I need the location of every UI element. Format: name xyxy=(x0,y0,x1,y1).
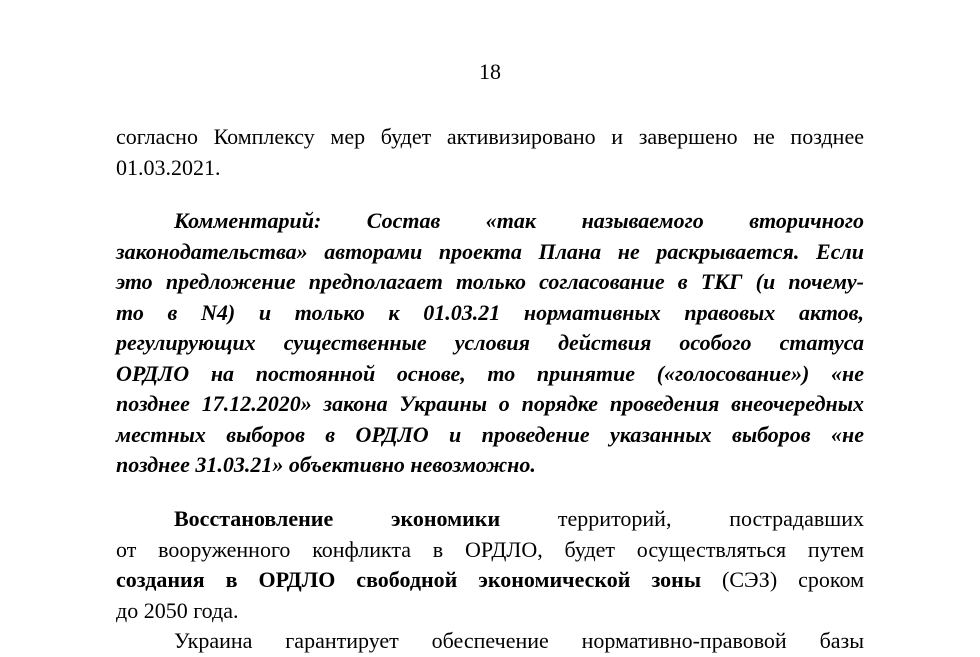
text-line: регулирующих существенные условия действия особого статуса xyxy=(116,330,864,355)
text-line: ОРДЛО на постоянной основе, то принятие («голосование») «не xyxy=(116,360,864,386)
text-line xyxy=(116,565,864,596)
text-line: от вооруженного конфликта в ОРДЛО, будет осуществляться путем xyxy=(116,536,864,562)
text-line: законодательства» авторами проекта Плана не раскрывается. Если xyxy=(116,238,864,264)
text-line: Украина гарантирует обеспечение нормативно-правовой базы xyxy=(174,628,864,653)
paragraph-agreement xyxy=(116,122,864,183)
text-line xyxy=(116,504,864,535)
economy-paragraph xyxy=(116,504,864,657)
text-line: местных выборов в ОРДЛО и проведение указанных выборов «не xyxy=(116,421,864,447)
text-line: до 2050 года. xyxy=(116,597,239,623)
text-fragment: территорий, пострадавших xyxy=(500,506,864,531)
bold-phrase: создания в ОРДЛО свободной экономической зоны xyxy=(116,567,702,592)
text-line: 01.03.2021. xyxy=(116,154,221,180)
comment-paragraph xyxy=(116,206,864,481)
page-number: 18 xyxy=(479,59,501,84)
text-line: это предложение предполагает только согласование в ТКГ (и почему- xyxy=(116,269,864,294)
text-fragment: (СЭЗ) сроком xyxy=(701,567,864,592)
text-line: согласно Комплексу мер будет активизировано и завершено не позднее xyxy=(116,124,864,149)
text-line: Комментарий: Состав «так называемого вторичного xyxy=(174,208,864,233)
text-line: то в N4) и только к 01.03.21 нормативных правовых актов, xyxy=(116,299,864,325)
bold-phrase: Восстановление экономики xyxy=(174,506,501,531)
text-line: позднее 31.03.21» объективно невозможно. xyxy=(116,452,536,477)
text-line: позднее 17.12.2020» закона Украины о порядке проведения внеочередных xyxy=(116,391,864,416)
